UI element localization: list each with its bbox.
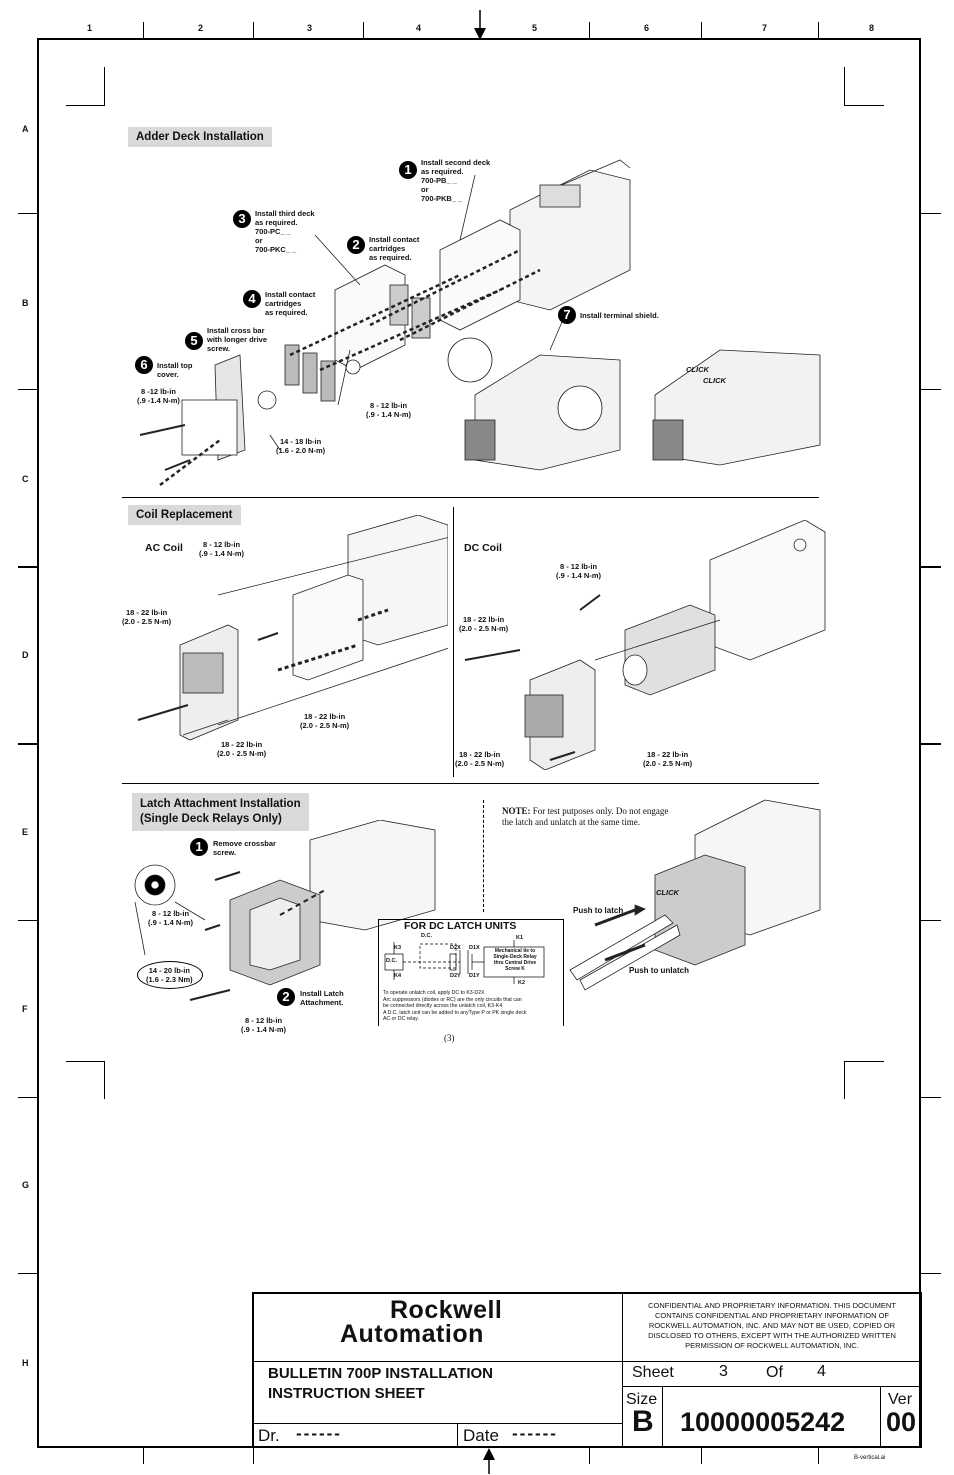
ac-torque-2: 18 - 22 lb-in (2.0 - 2.5 N-m) bbox=[122, 608, 172, 626]
latch-title: Latch Attachment Installation (Single Deck Relays Only) bbox=[132, 793, 309, 831]
size-value: B bbox=[632, 1405, 654, 1438]
adder-step5-text: Install cross bar with longer drive screw. bbox=[207, 326, 268, 353]
adder-step7-text: Install terminal shield. bbox=[580, 311, 659, 320]
zone-row-f: F bbox=[22, 1004, 28, 1014]
confidential-notice: CONFIDENTIAL AND PROPRIETARY INFORMATION. THIS DOCUMENT CONTAINS CONFIDENTIAL AND PROPRIETARY INFORMATION OF ROCKWELL AUTOMATION, INC. AND MAY NOT BE USED, COPIED OR DISCLOSED TO OTHERS, EXCEPT WITH THE AUTHORIZED WRITTEN PERMISSION OF ROCKWELL AUTOMATION, INC. bbox=[648, 1301, 896, 1350]
adder-click-2: CLICK bbox=[703, 376, 726, 385]
file-name: B-vertical.ai bbox=[854, 1455, 886, 1461]
adder-step6-text: Install top cover. bbox=[157, 361, 193, 379]
zone-row-a: A bbox=[22, 124, 29, 134]
sheet-label: Sheet bbox=[632, 1364, 674, 1381]
dc-torque-2: 18 - 22 lb-in (2.0 - 2.5 N-m) bbox=[459, 615, 509, 633]
bottom-center-arrow-icon bbox=[481, 1448, 497, 1474]
dc-label-d1y: D1Y bbox=[469, 973, 480, 979]
date-label: Date bbox=[463, 1426, 499, 1445]
zone-row-d: D bbox=[22, 650, 29, 660]
section-divider-1 bbox=[122, 497, 819, 498]
zone-row-c: C bbox=[22, 474, 29, 484]
latch-torque-1: 8 - 12 lb-in (.9 - 1.4 N-m) bbox=[148, 909, 194, 927]
dc-label-k1: K1 bbox=[516, 935, 524, 941]
doc-title: BULLETIN 700P INSTALLATION INSTRUCTION SHEET bbox=[268, 1365, 494, 1402]
zone-col-8: 8 bbox=[869, 23, 875, 33]
ac-torque-3: 18 - 22 lb-in (2.0 - 2.5 N-m) bbox=[300, 712, 350, 730]
rockwell-logo: Rockwell bbox=[390, 1296, 503, 1324]
automation-logo: Automation bbox=[340, 1320, 484, 1348]
adder-step1-number: 1 bbox=[399, 161, 417, 179]
latch-step2-number: 2 bbox=[277, 988, 295, 1006]
latch-step2-text: Install Latch Attachment. bbox=[300, 989, 344, 1007]
ac-coil-title: AC Coil bbox=[145, 542, 183, 554]
ac-torque-4: 18 - 22 lb-in (2.0 - 2.5 N-m) bbox=[217, 740, 267, 758]
size-label: Size bbox=[626, 1391, 658, 1408]
dc-label-k3: K3 bbox=[394, 945, 402, 951]
zone-col-1: 1 bbox=[87, 23, 93, 33]
dc-label-dc1: D.C. bbox=[386, 958, 397, 964]
of-number: 4 bbox=[817, 1363, 826, 1380]
push-latch-illustration bbox=[565, 795, 827, 995]
adder-step6-number: 6 bbox=[135, 356, 153, 374]
dc-torque-1: 8 - 12 lb-in (.9 - 1.4 N-m) bbox=[556, 562, 602, 580]
ac-torque-1: 8 - 12 lb-in (.9 - 1.4 N-m) bbox=[199, 540, 245, 558]
zone-col-6: 6 bbox=[644, 23, 650, 33]
latch-note: NOTE: For test putposes only. Do not engage the latch and unlatch at the same time. bbox=[502, 806, 669, 827]
section-divider-2 bbox=[122, 783, 819, 784]
zone-col-2: 2 bbox=[198, 23, 204, 33]
version-value: 00 bbox=[886, 1407, 917, 1437]
latch-step1-text: Remove crossbar screw. bbox=[213, 839, 276, 857]
dc-label-dc2: D.C. bbox=[421, 933, 432, 939]
adder-torque-2: 8 - 12 lb-in (.9 - 1.4 N-m) bbox=[366, 401, 412, 419]
dc-label-d2x: D2X bbox=[450, 945, 461, 951]
adder-step4-number: 4 bbox=[243, 290, 261, 308]
drawn-by-label: Dr. bbox=[258, 1426, 280, 1445]
zone-row-e: E bbox=[22, 827, 29, 837]
date-value: ------ bbox=[512, 1424, 558, 1443]
adder-step3-number: 3 bbox=[233, 210, 251, 228]
adder-step7-number: 7 bbox=[558, 306, 576, 324]
dc-torque-4: 18 - 22 lb-in (2.0 - 2.5 N-m) bbox=[643, 750, 693, 768]
page-number: (3) bbox=[444, 1033, 455, 1043]
latch-torque-3: 8 - 12 lb-in (.9 - 1.4 N-m) bbox=[241, 1016, 287, 1034]
adder-step5-number: 5 bbox=[185, 332, 203, 350]
document-number: 10000005242 bbox=[680, 1407, 846, 1437]
zone-col-3: 3 bbox=[307, 23, 313, 33]
drawn-by-cell bbox=[252, 1423, 458, 1448]
top-center-arrow-icon bbox=[472, 10, 488, 40]
drawn-by-value: ------ bbox=[296, 1424, 342, 1443]
coil-vertical-divider bbox=[453, 507, 454, 777]
dc-latch-footnotes: To operate unlatch coil, apply DC to K3-D2X Arc suppressors (diodes or RC) are the only circuits that can be connected directly across the unlatch coil, K3-K4 A D.C. latch unit can be added to anyType P or PK single deck AC or DC relay. bbox=[383, 990, 527, 1022]
dc-torque-3: 18 - 22 lb-in (2.0 - 2.5 N-m) bbox=[455, 750, 505, 768]
adder-torque-1: 8 -12 lb-in (.9 -1.4 N-m) bbox=[137, 387, 180, 405]
adder-step2-text: Install contact cartridges as required. bbox=[369, 235, 420, 262]
adder-step1-text: Install second deck as required. 700-PB_ _ or 700-PKB_ _ bbox=[421, 158, 491, 203]
coil-replacement-title: Coil Replacement bbox=[128, 505, 241, 525]
adder-step3-text: Install third deck as required. 700-PC_ _ or 700-PKC_ _ bbox=[255, 209, 315, 254]
dc-mech-tie-text: Mechanical tie to Single-Deck Relay thru Central Drive Screw K bbox=[493, 948, 537, 972]
sheet-number: 3 bbox=[719, 1363, 728, 1380]
adder-torque-3: 14 - 18 lb-in (1.6 - 2.0 N-m) bbox=[276, 437, 326, 455]
zone-col-5: 5 bbox=[532, 23, 538, 33]
adder-step2-number: 2 bbox=[347, 236, 365, 254]
dc-label-d1x: D1X bbox=[469, 945, 480, 951]
zone-row-h: H bbox=[22, 1358, 29, 1368]
zone-col-4: 4 bbox=[416, 23, 422, 33]
dc-coil-illustration bbox=[460, 520, 830, 770]
dc-coil-title: DC Coil bbox=[464, 542, 502, 554]
dc-label-k2: K2 bbox=[518, 980, 526, 986]
dc-label-d2y: D2Y bbox=[450, 973, 461, 979]
latch-torque-2: 14 - 20 lb-in (1.6 - 2.3 Nm) bbox=[146, 966, 193, 984]
adder-click-1: CLICK bbox=[686, 365, 709, 374]
latch-dashed-divider bbox=[483, 800, 484, 912]
push-to-latch-label: Push to latch bbox=[573, 906, 624, 915]
dc-label-k4: K4 bbox=[394, 973, 402, 979]
ac-coil-illustration bbox=[128, 515, 448, 760]
adder-deck-title: Adder Deck Installation bbox=[128, 127, 272, 147]
version-label: Ver bbox=[888, 1391, 913, 1408]
push-to-unlatch-label: Push to unlatch bbox=[629, 966, 689, 975]
zone-row-b: B bbox=[22, 298, 29, 308]
latch-click-label: CLICK bbox=[656, 888, 679, 897]
zone-col-7: 7 bbox=[762, 23, 768, 33]
zone-row-g: G bbox=[22, 1180, 30, 1190]
of-label: Of bbox=[766, 1364, 783, 1381]
dc-latch-title: FOR DC LATCH UNITS bbox=[404, 920, 517, 932]
latch-step1-number: 1 bbox=[190, 838, 208, 856]
adder-step4-text: Install contact cartridges as required. bbox=[265, 290, 316, 317]
